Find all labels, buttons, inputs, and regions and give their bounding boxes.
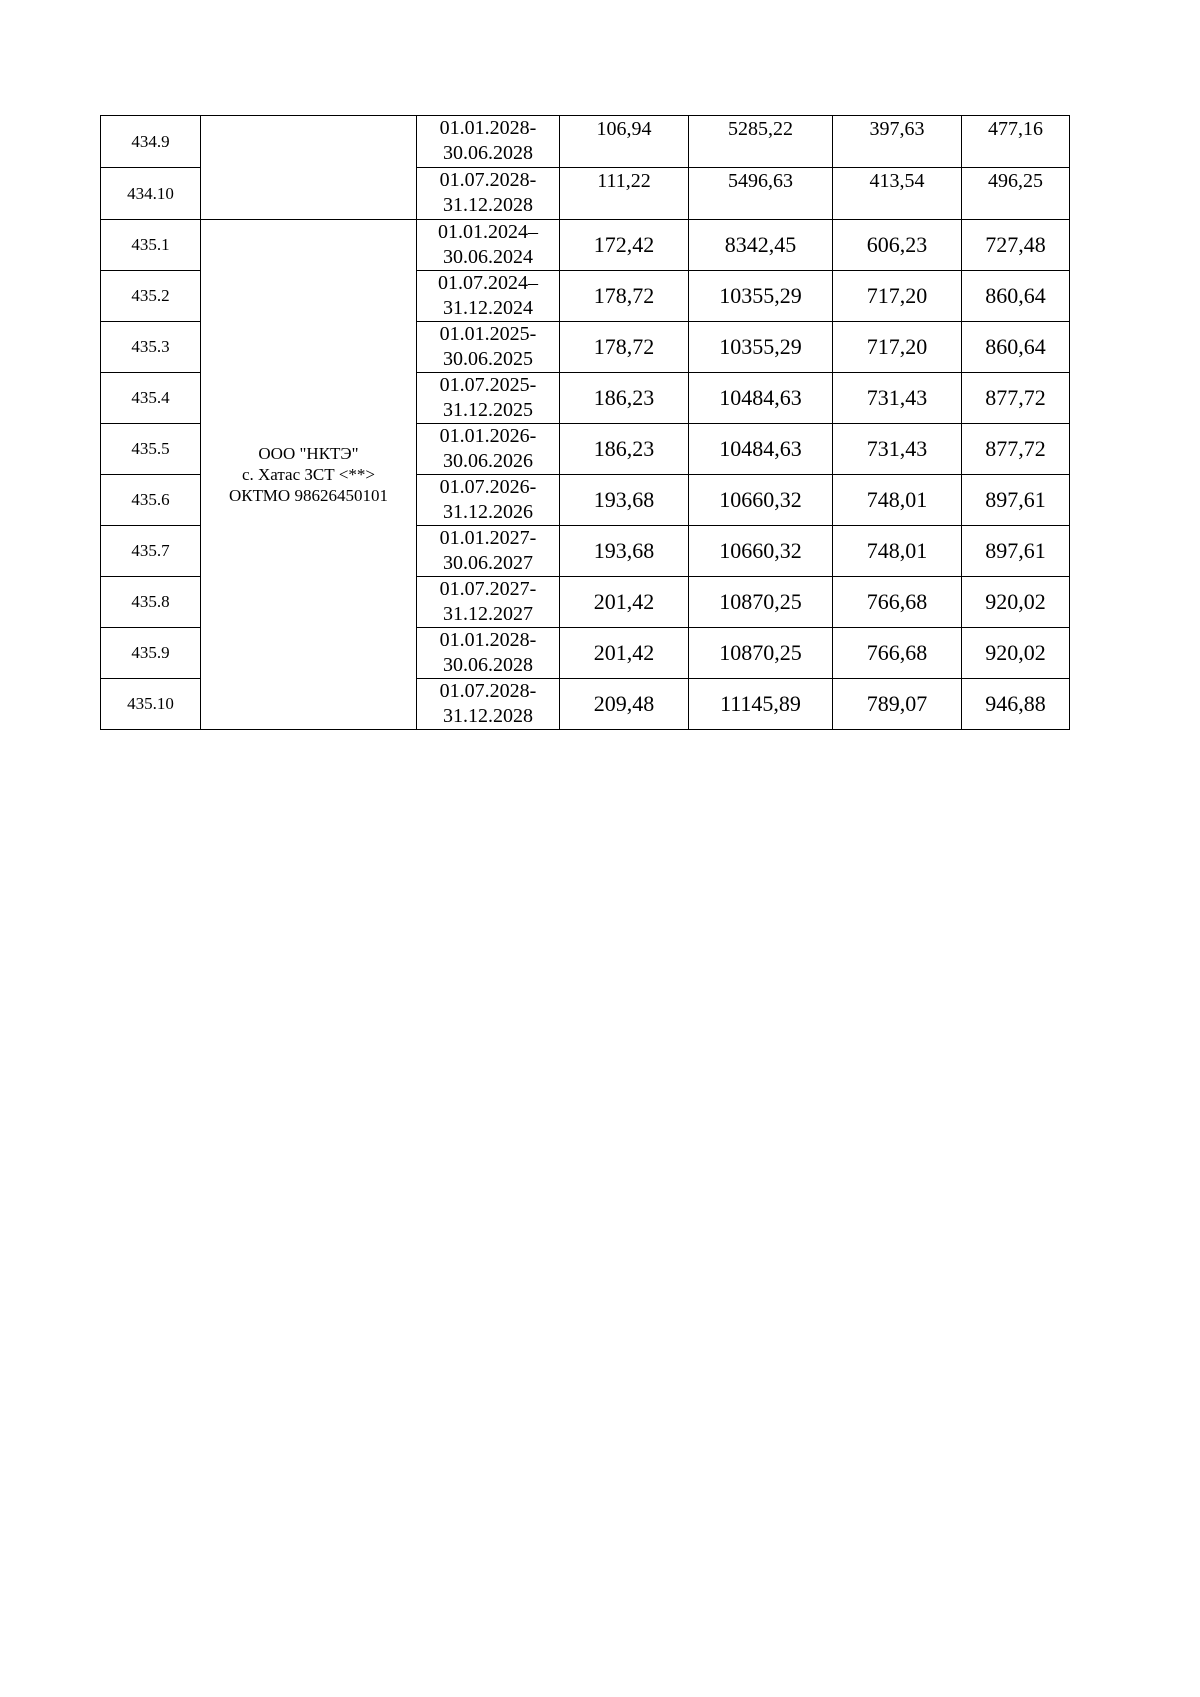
period-cell (417, 628, 560, 679)
period-cell (417, 679, 560, 730)
period-from: 01.07.2028- (439, 169, 537, 191)
org-cell-empty (201, 116, 417, 220)
value-1: 186,23 (560, 373, 689, 424)
org-name: ООО "НКТЭ" (258, 444, 359, 463)
period-cell (417, 322, 560, 373)
value-3: 606,23 (833, 220, 962, 271)
value-3: 413,54 (833, 168, 962, 220)
value-1: 209,48 (560, 679, 689, 730)
org-oktmo: ОКТМО 98626450101 (229, 486, 388, 505)
value-4: 477,16 (962, 116, 1070, 168)
period-to: 31.12.2028 (443, 194, 533, 216)
table-row (101, 116, 1070, 168)
value-2: 10660,32 (689, 475, 833, 526)
value-2: 10484,63 (689, 373, 833, 424)
value-3: 766,68 (833, 577, 962, 628)
value-4: 897,61 (962, 475, 1070, 526)
value-3: 397,63 (833, 116, 962, 168)
period-to: 30.06.2028 (443, 142, 533, 164)
org-locality: с. Хатас ЗСТ <**> (241, 465, 376, 484)
period-from: 01.07.2026- (439, 476, 537, 498)
period-cell (417, 475, 560, 526)
value-4: 897,61 (962, 526, 1070, 577)
value-2: 10660,32 (689, 526, 833, 577)
value-4: 920,02 (962, 628, 1070, 679)
period-cell (417, 577, 560, 628)
period-from: 01.07.2025- (439, 374, 537, 396)
row-number: 435.4 (101, 373, 201, 424)
period-cell (417, 424, 560, 475)
value-2: 11145,89 (689, 679, 833, 730)
period-from: 01.01.2028- (439, 629, 537, 651)
value-4: 860,64 (962, 322, 1070, 373)
value-3: 731,43 (833, 373, 962, 424)
row-number: 434.10 (101, 168, 201, 220)
value-1: 201,42 (560, 628, 689, 679)
value-2: 5285,22 (689, 116, 833, 168)
value-2: 8342,45 (689, 220, 833, 271)
organization-cell (201, 220, 417, 730)
period-cell (417, 526, 560, 577)
value-4: 920,02 (962, 577, 1070, 628)
row-number: 435.3 (101, 322, 201, 373)
value-2: 10355,29 (689, 271, 833, 322)
value-2: 10355,29 (689, 322, 833, 373)
value-4: 877,72 (962, 373, 1070, 424)
value-4: 946,88 (962, 679, 1070, 730)
value-3: 766,68 (833, 628, 962, 679)
period-cell (417, 373, 560, 424)
row-number: 435.2 (101, 271, 201, 322)
value-2: 10870,25 (689, 628, 833, 679)
value-1: 201,42 (560, 577, 689, 628)
value-1: 178,72 (560, 322, 689, 373)
value-4: 496,25 (962, 168, 1070, 220)
period-to: 31.12.2026 (443, 501, 533, 523)
value-3: 789,07 (833, 679, 962, 730)
period-to: 31.12.2025 (443, 399, 533, 421)
value-3: 731,43 (833, 424, 962, 475)
period-from: 01.01.2028- (439, 117, 537, 139)
row-number: 435.9 (101, 628, 201, 679)
period-from: 01.07.2024– (438, 272, 538, 294)
period-from: 01.01.2026- (439, 425, 537, 447)
period-from: 01.01.2025- (439, 323, 537, 345)
row-number: 435.5 (101, 424, 201, 475)
tariff-table (100, 115, 1070, 730)
period-to: 30.06.2026 (443, 450, 533, 472)
period-from: 01.07.2028- (439, 680, 537, 702)
table-row (101, 220, 1070, 271)
period-from: 01.01.2027- (439, 527, 537, 549)
value-3: 748,01 (833, 475, 962, 526)
row-number: 435.8 (101, 577, 201, 628)
row-number: 435.6 (101, 475, 201, 526)
row-number: 435.10 (101, 679, 201, 730)
value-1: 111,22 (560, 168, 689, 220)
value-1: 193,68 (560, 526, 689, 577)
period-from: 01.07.2027- (439, 578, 537, 600)
period-to: 30.06.2025 (443, 348, 533, 370)
period-cell (417, 168, 560, 220)
value-2: 10870,25 (689, 577, 833, 628)
period-cell (417, 220, 560, 271)
value-1: 178,72 (560, 271, 689, 322)
period-to: 30.06.2027 (443, 552, 533, 574)
value-4: 860,64 (962, 271, 1070, 322)
period-to: 30.06.2024 (443, 246, 533, 268)
period-to: 31.12.2028 (443, 705, 533, 727)
value-3: 748,01 (833, 526, 962, 577)
period-to: 31.12.2024 (443, 297, 533, 319)
value-1: 106,94 (560, 116, 689, 168)
period-to: 30.06.2028 (443, 654, 533, 676)
value-3: 717,20 (833, 322, 962, 373)
tariff-table-body (101, 116, 1070, 730)
value-2: 5496,63 (689, 168, 833, 220)
value-4: 877,72 (962, 424, 1070, 475)
period-cell (417, 116, 560, 168)
value-1: 186,23 (560, 424, 689, 475)
row-number: 435.1 (101, 220, 201, 271)
value-1: 172,42 (560, 220, 689, 271)
value-2: 10484,63 (689, 424, 833, 475)
period-from: 01.01.2024– (438, 221, 538, 243)
value-1: 193,68 (560, 475, 689, 526)
period-to: 31.12.2027 (443, 603, 533, 625)
row-number: 434.9 (101, 116, 201, 168)
row-number: 435.7 (101, 526, 201, 577)
value-4: 727,48 (962, 220, 1070, 271)
period-cell (417, 271, 560, 322)
value-3: 717,20 (833, 271, 962, 322)
